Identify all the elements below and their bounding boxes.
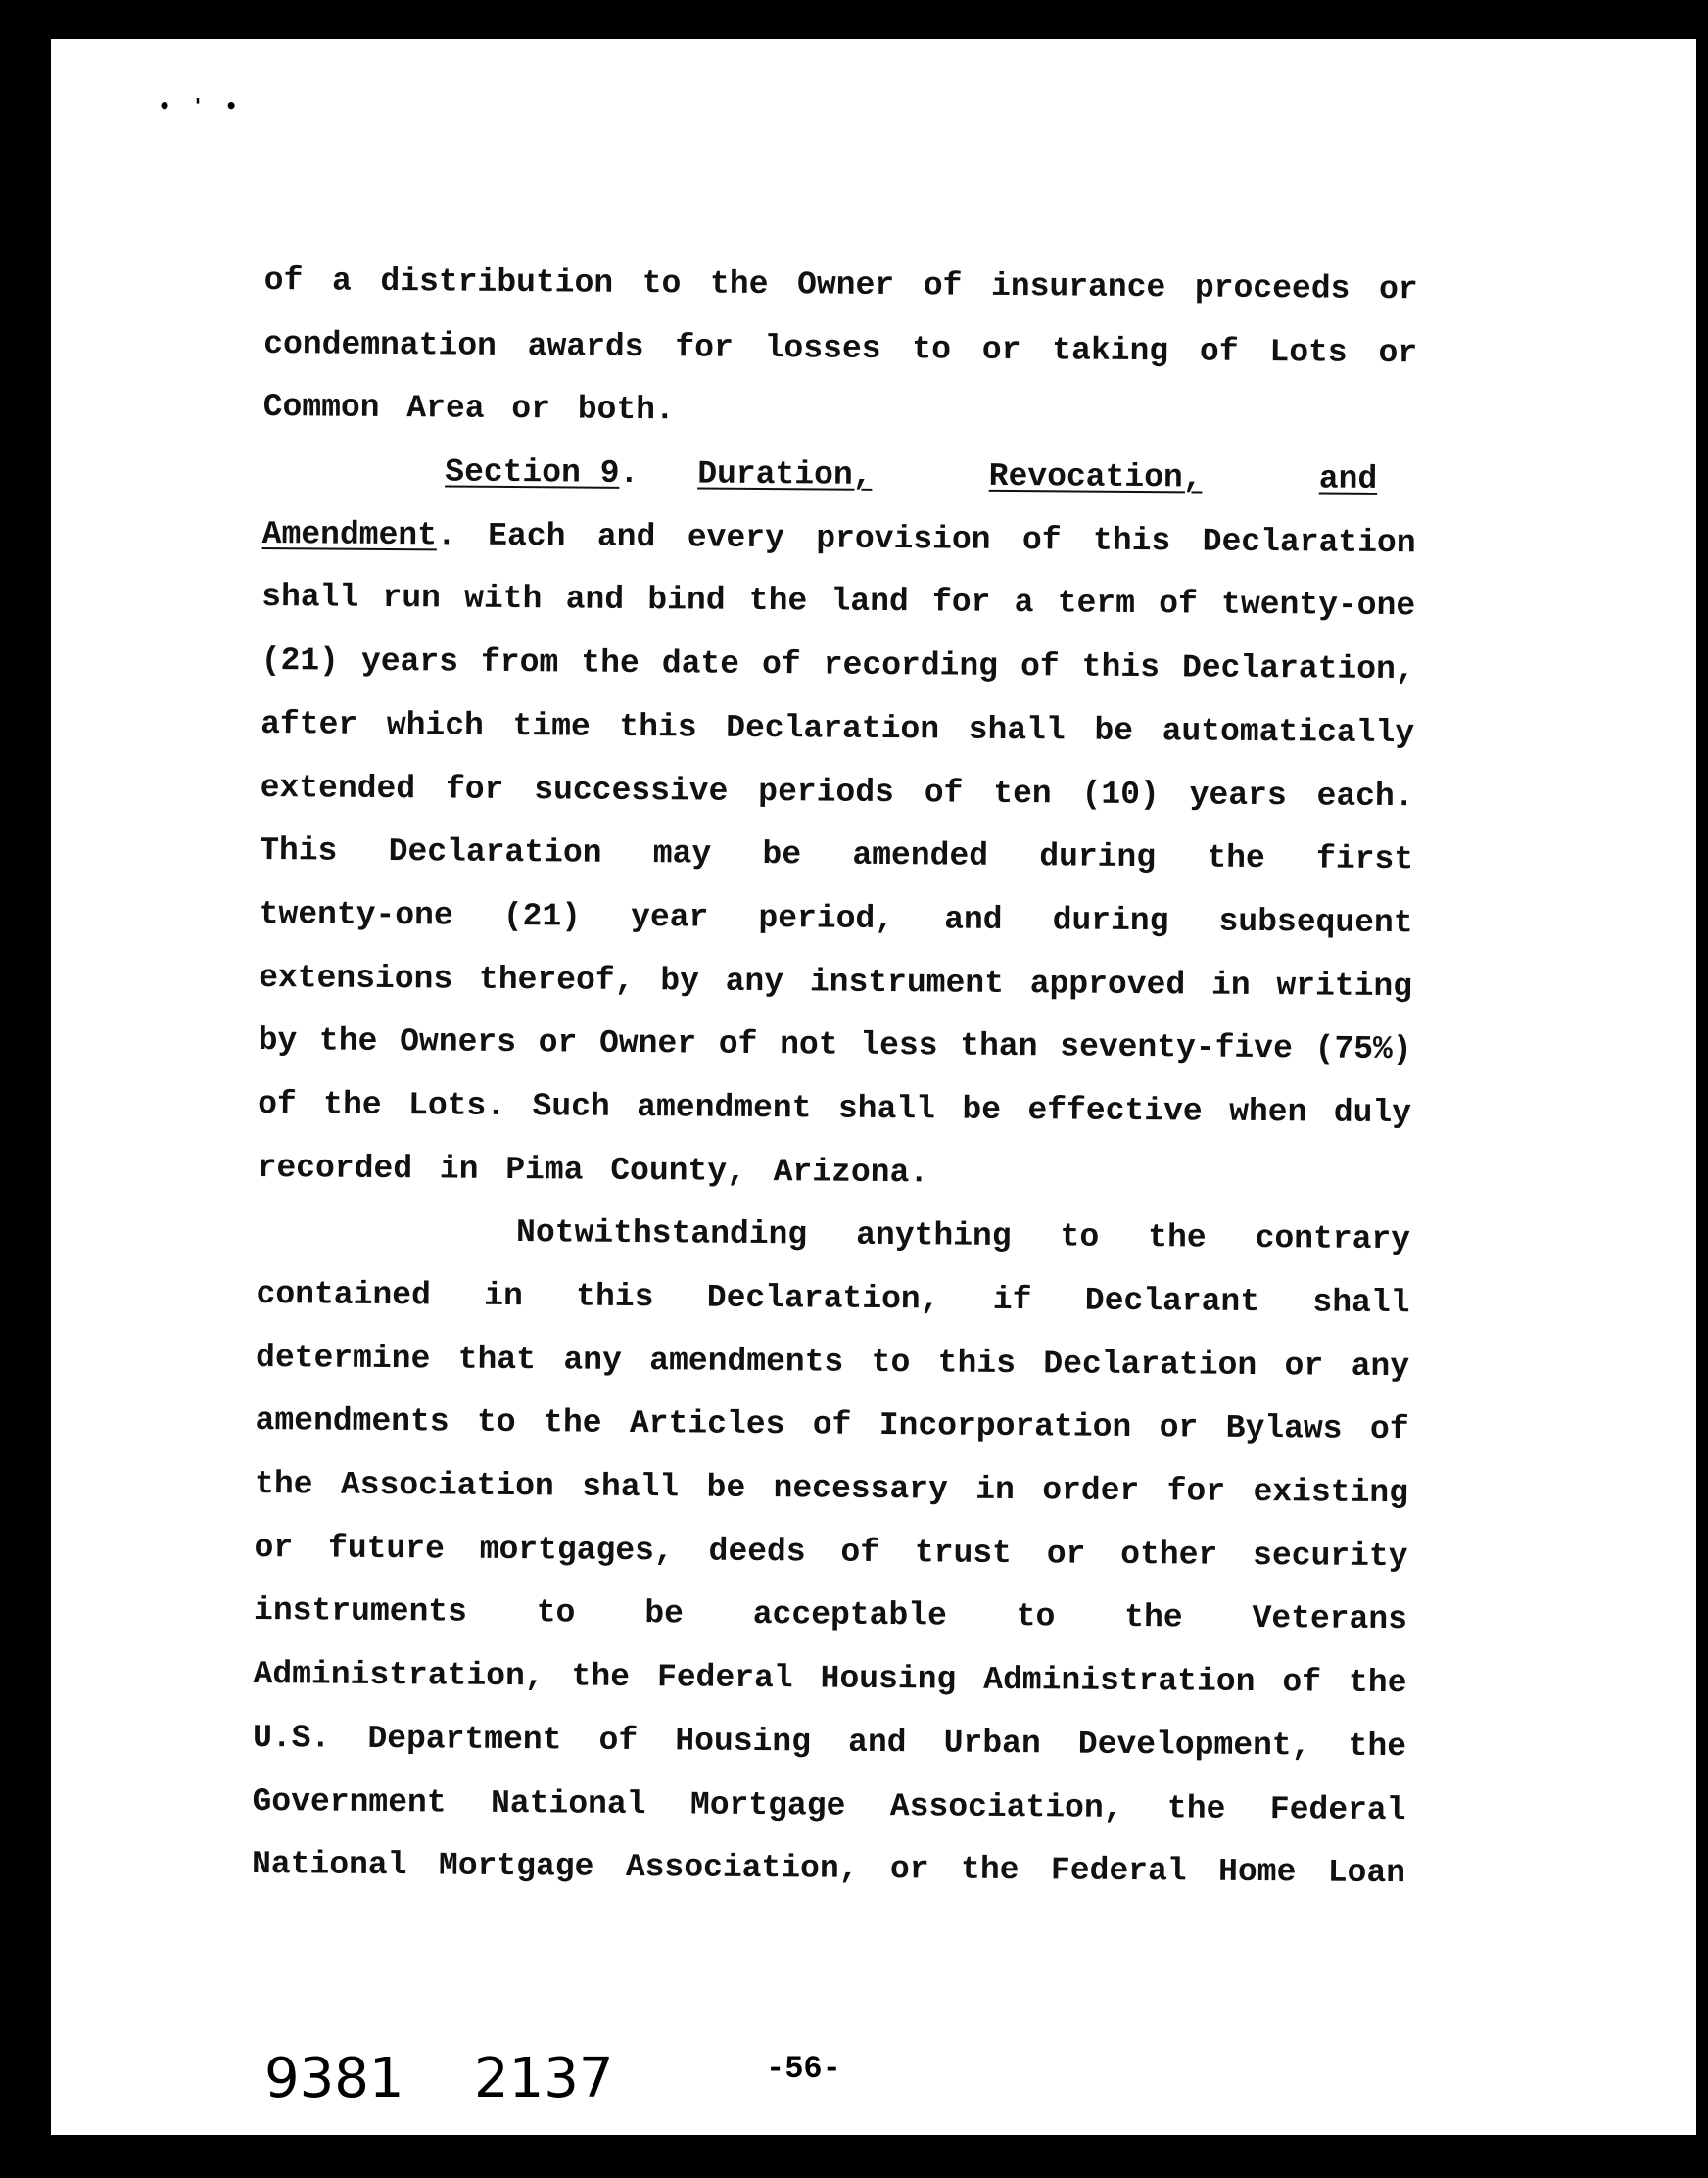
word: Declarant [1084,1282,1260,1321]
word: the [1148,1219,1207,1256]
text-line [263,313,1417,386]
word: Owner [796,266,895,305]
word: Declaration [388,833,602,872]
document-body [252,250,1418,1906]
word: be [706,1469,746,1506]
heading-word [261,503,456,568]
word: Housing [820,1660,957,1698]
word: the [323,1086,382,1123]
text-line [261,566,1415,639]
text-line [261,503,1415,576]
word: year [630,898,709,936]
word: or [981,331,1021,368]
word: duly [1333,1094,1412,1132]
text-line [252,1833,1405,1906]
word: order [1042,1472,1140,1510]
word: Notwithstanding [515,1214,808,1254]
word: Department [367,1720,562,1759]
word: in [975,1471,1016,1509]
word: be [644,1595,685,1633]
word: Common Area or both. [262,389,675,429]
text-line [262,376,1416,449]
word: Amendment [261,515,438,554]
word: to [641,265,682,303]
word: for [931,584,991,622]
heading-word [445,442,640,506]
word: of [1199,333,1239,370]
word: to [1060,1218,1100,1256]
word: shall [261,579,359,617]
word: or [1046,1536,1086,1573]
word: or [538,1024,578,1062]
word: of [761,646,801,684]
word: existing [1253,1474,1409,1512]
word: of [258,1085,297,1123]
word: amendment [637,1088,812,1127]
text-line [255,1390,1408,1462]
word: anything [856,1217,1012,1255]
word: insurance [990,267,1166,307]
text-line [259,883,1412,956]
word: Home [1217,1853,1297,1891]
word: determine [255,1339,431,1378]
word: This [260,832,338,870]
word: be [1094,712,1134,749]
word: this [1081,648,1161,687]
word: Loan [1327,1854,1406,1892]
text-line [256,1327,1409,1399]
word: Declaration, [706,1279,940,1318]
word: acceptable [752,1596,947,1634]
word: provision [816,520,991,558]
word: the [254,1466,313,1503]
word: periods [758,773,895,811]
text-line [255,1453,1408,1526]
word: period, [758,899,895,937]
word: each. [1316,777,1414,815]
word: Association, [625,1849,859,1888]
text-line [261,693,1414,766]
word: Federal [1269,1790,1406,1828]
word: Section 9 [445,453,620,492]
word: of [840,1534,880,1571]
text-line [260,820,1413,892]
word: this [576,1278,654,1316]
word: the [1348,1664,1407,1702]
word: thereof, [478,961,635,999]
word: of [924,774,964,812]
word: land [830,583,909,621]
word: the [318,1022,378,1061]
word: this [619,708,697,746]
word: (75%) [1314,1030,1412,1068]
text-line [257,1137,1410,1209]
word: any [563,1342,622,1379]
word: to [912,330,952,368]
word: and [596,518,656,555]
word: Lots. [407,1087,506,1124]
word: amended [852,836,989,876]
word: to [871,1344,911,1381]
word: for [445,770,504,808]
word: by [660,962,700,1000]
word: term [1057,585,1136,623]
word: the [1124,1599,1183,1636]
word: be [962,1091,1002,1128]
word: awards [527,327,644,365]
word: condemnation [263,325,498,364]
word: years [360,642,459,681]
word: extensions [259,959,453,998]
word: years [1189,776,1287,814]
word: amendments [255,1402,450,1441]
section-heading [697,444,1377,512]
word: to [1016,1598,1056,1635]
word: and [943,901,1003,938]
word: Owner [598,1024,697,1063]
word: any [1351,1348,1410,1385]
word: a [1014,585,1034,622]
word: or [254,1529,294,1567]
word: the [748,583,808,620]
text-line [257,1200,1410,1272]
text-line [252,1770,1405,1842]
word: for [1166,1473,1226,1510]
word: the [960,1851,1020,1889]
word: or [1284,1347,1324,1385]
word: amendments [649,1342,844,1381]
word: of [718,1025,758,1064]
word: proceeds [1194,269,1351,308]
word: of [812,1406,852,1444]
word: Duration, [697,455,873,494]
word: and [565,581,625,619]
word: than [960,1027,1038,1065]
word: successive [534,771,729,810]
word: Government [252,1782,447,1822]
word: and [847,1724,907,1762]
word: of [923,267,963,305]
word: date [661,645,740,683]
word: necessary [773,1470,948,1508]
word: to [476,1404,516,1442]
word: the [1166,1789,1226,1827]
word: of [1159,586,1198,623]
word: with [464,581,543,618]
word: during [1039,838,1157,876]
page-reference-number: 2137 [474,2047,614,2110]
word: U.S. [252,1719,331,1757]
word: to [536,1594,576,1632]
word: of [1021,521,1062,559]
word: twenty-one [259,895,453,934]
text-line [263,250,1417,322]
word: Development, [1077,1726,1311,1765]
word: or [1159,1409,1199,1446]
word: Bylaws [1225,1410,1343,1448]
word: if [992,1281,1032,1319]
word: National [251,1846,407,1884]
word: distribution [380,262,614,302]
word: the [709,265,769,304]
word: not [780,1026,838,1064]
text-line [261,630,1414,702]
word: recording [823,646,999,686]
word: for [675,328,734,366]
word: the [1207,839,1265,877]
word: effective [1027,1092,1203,1130]
word: the [571,1658,631,1696]
word: or [889,1851,929,1888]
word: Declaration [1043,1345,1257,1384]
word: during [1052,902,1169,940]
word: Association, [889,1787,1123,1826]
word: Administration, [253,1656,545,1695]
word: deeds [708,1533,806,1571]
word: automatically [1162,713,1415,752]
word: this [937,1345,1017,1382]
word: National [490,1784,646,1823]
word: Federal [1050,1852,1187,1890]
word: shall [837,1090,936,1128]
word: in [484,1277,523,1315]
word: Mortgage [689,1785,846,1824]
word: trust [914,1535,1013,1572]
word: mortgages, [479,1531,674,1570]
word: the [581,644,640,683]
word: Revocation, [988,457,1203,497]
word: bind [647,582,726,620]
word: any [725,963,784,1000]
word: recorded in Pima County, Arizona. [257,1149,929,1191]
word: future [327,1530,446,1568]
scan-specks: •'• [159,94,260,118]
word: (21) [502,897,582,935]
word: the [543,1404,602,1443]
word: of [598,1722,639,1759]
book-number: 9381 [264,2047,404,2110]
text-line [256,1263,1409,1336]
word: of [1282,1664,1322,1701]
word: or [1378,270,1418,308]
word: . [619,454,640,493]
word: and [1318,460,1378,497]
word: writing [1276,967,1413,1005]
word: of [1369,1411,1409,1448]
word: Housing [675,1723,812,1761]
word: instruments [253,1592,468,1632]
word: seventy-five [1060,1028,1293,1067]
word: from [480,643,559,682]
word: when [1228,1093,1307,1131]
word: (10) [1081,776,1160,813]
word: Such [532,1088,610,1125]
word: Each [488,517,566,555]
word: may [652,835,712,873]
word: after [261,705,358,743]
word: Declaration, [1181,649,1415,688]
word: extended [260,769,416,807]
word: taking [1052,332,1169,369]
word: of [263,261,304,300]
word: instrument [809,963,1005,1002]
word: the [1348,1728,1407,1766]
word: Administration [983,1661,1256,1701]
word: Owners [400,1023,517,1062]
text-line [254,1580,1407,1652]
word: every [687,519,784,556]
text-line [254,1517,1407,1589]
word: a [331,262,352,300]
text-line [258,1010,1411,1082]
text-line [262,440,1416,512]
text-line [258,1073,1411,1146]
text-line [259,947,1412,1019]
word: Declaration [1202,523,1416,561]
word: Lots [1269,333,1348,371]
word: security [1252,1537,1408,1575]
page-number: -56- [766,2051,841,2087]
word: Veterans [1252,1600,1408,1638]
word: contained [256,1275,431,1314]
word: first [1315,840,1414,878]
word: Mortgage [438,1847,594,1885]
word: this [1092,522,1171,560]
word: run [382,580,442,617]
word: of [1020,648,1060,686]
word: twenty-one [1220,587,1416,625]
word: shall [582,1468,680,1506]
word: contrary [1255,1220,1411,1258]
word: subsequent [1218,903,1413,942]
word: Declaration [726,709,940,748]
word: Association [340,1466,554,1505]
word: that [457,1341,537,1378]
word: in [1210,967,1251,1004]
word: Articles [629,1405,785,1444]
word: Urban [943,1725,1041,1763]
word: shall [1312,1284,1410,1322]
word: losses [764,329,881,367]
word: Federal [656,1659,793,1697]
text-line [253,1707,1406,1779]
word: time [512,707,591,745]
word: or [1378,334,1418,371]
word: be [762,836,802,874]
word: approved [1029,965,1186,1003]
word: less [860,1027,938,1065]
word: shall [968,711,1066,749]
word: other [1120,1536,1218,1574]
word: (21) [261,642,340,680]
text-line [253,1643,1406,1716]
word: by [258,1022,298,1060]
word: ten [993,775,1052,812]
word: which [386,706,485,744]
text-line [260,756,1413,829]
word: . [436,517,456,554]
word: Incorporation [878,1407,1132,1446]
